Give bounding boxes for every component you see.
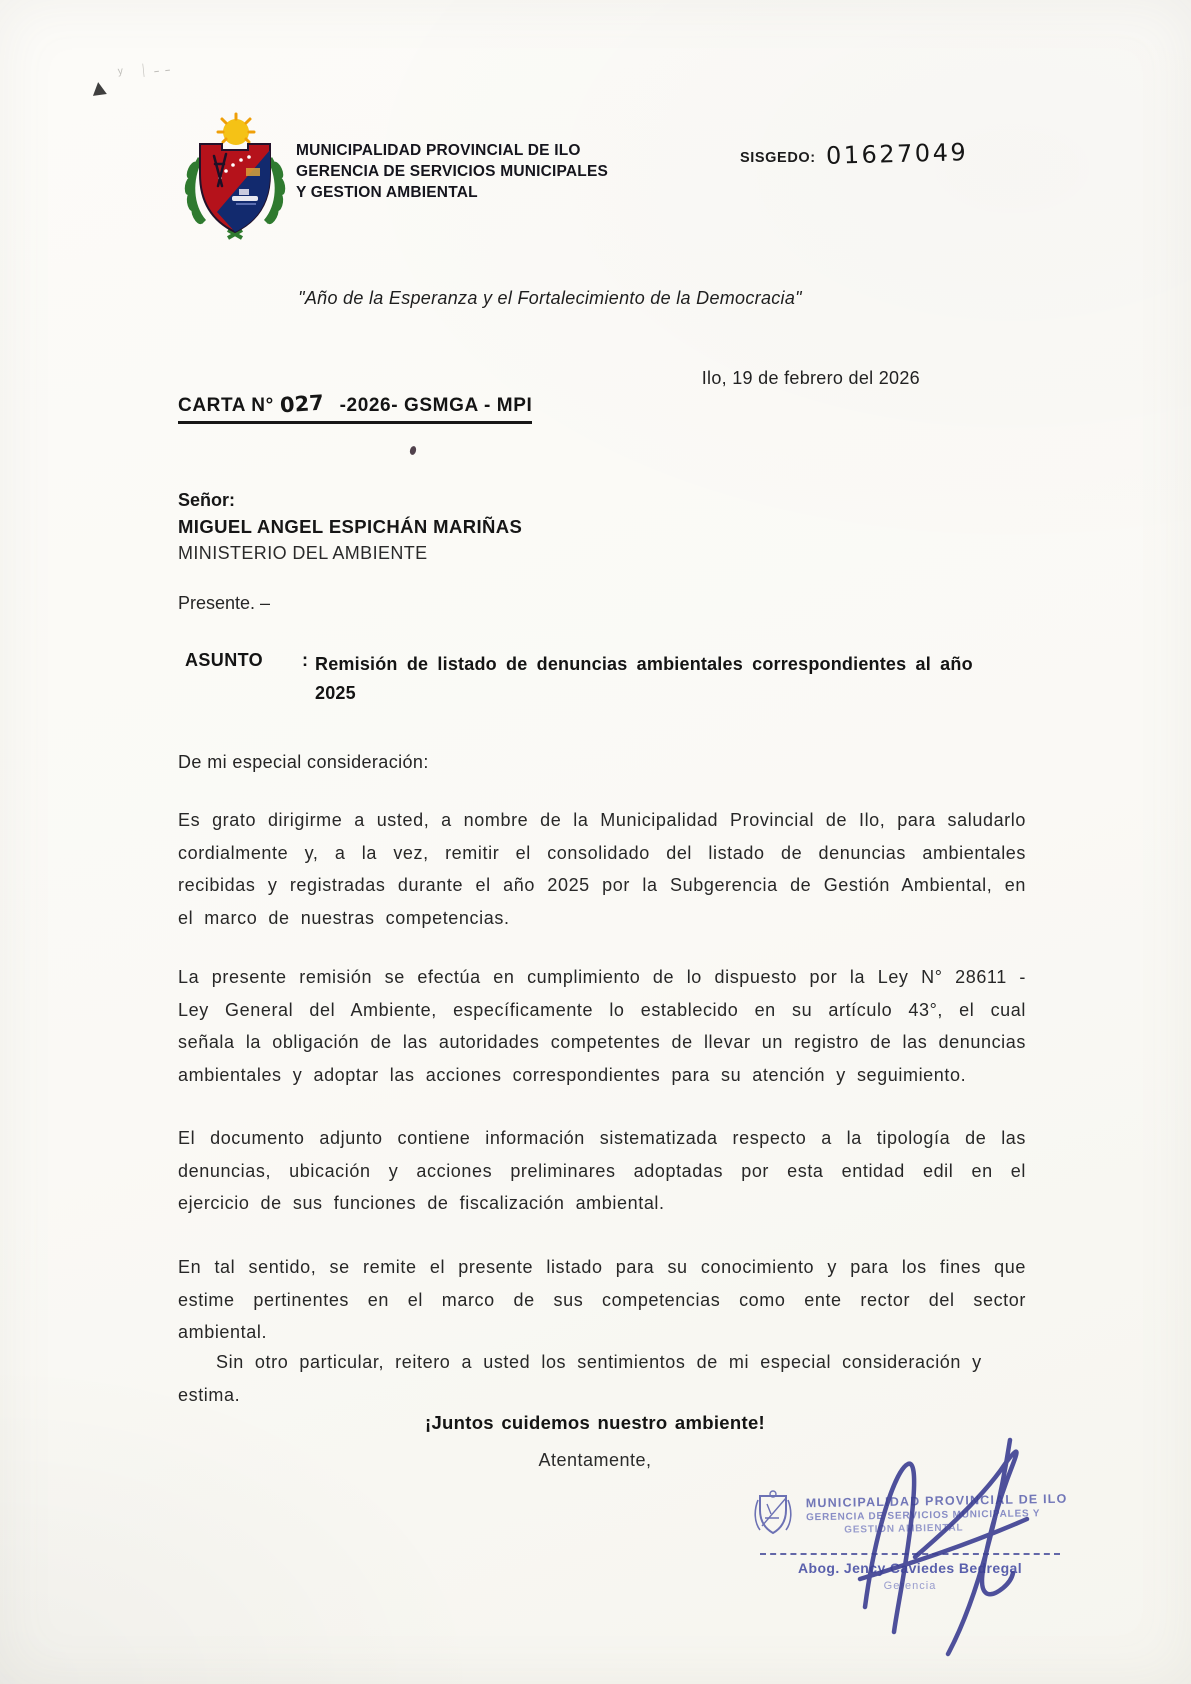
stamp-line1: MUNICIPALIDAD PROVINCIAL DE ILO xyxy=(805,1491,1068,1511)
year-motto: "Año de la Esperanza y el Fortalecimiento de la Democracia" xyxy=(298,288,802,308)
body-paragraph-2: La presente remisión se efectúa en cumplimiento de lo dispuesto por la Ley N° 28611 - Ley General del Ambiente, específicamente lo establecido en su artículo 43°, el cual señala la obligación de las autoridades competentes de llevar un registro de las denuncias ambientales y adoptar las acciones correspondientes para su atención y seguimiento. xyxy=(178,967,1026,1085)
pencil-mark-triangle xyxy=(92,82,106,95)
body-paragraph-1: Es grato dirigirme a usted, a nombre de la Municipalidad Provincial de Ilo, para saludarlo cordialmente y, a la vez, remitir el consolidado del listado de denuncias ambientales recibidas y registradas durante el año 2025 por la Subgerencia de Gestión Ambiental, en el marco de nuestras competencias. xyxy=(178,810,1026,928)
stamp-line3: GESTION AMBIENTAL xyxy=(844,1522,964,1536)
municipal-logo xyxy=(176,112,294,247)
header-org-line3: Y GESTION AMBIENTAL xyxy=(296,184,478,201)
signer-title: Gerencia xyxy=(883,1580,937,1592)
valediction-line: Atentamente, xyxy=(538,1450,652,1470)
header-org-block xyxy=(296,140,608,203)
slogan-line: ¡Juntos cuidemos nuestro ambiente! xyxy=(425,1412,765,1433)
subject-line1: Remisión de listado de denuncias ambientales correspondientes al año xyxy=(315,654,973,674)
closing-sentence: Sin otro particular, reitero a usted los sentimientos de mi especial consideración y estima. xyxy=(178,1352,982,1405)
body-paragraph-4: En tal sentido, se remite el presente listado para su conocimiento y para los fines que estime pertinentes en el marco de sus competencias como ente rector del sector ambiental. xyxy=(178,1257,1026,1342)
body-paragraph-3: El documento adjunto contiene información sistematizada respecto a la tipología de las denuncias, ubicación y acciones preliminares adoptadas por esta entidad edil en el ejercicio de sus funciones de fiscalización ambiental. xyxy=(178,1128,1026,1213)
letter-reference xyxy=(178,392,532,424)
letter-ref-suffix: -2026- GSMGA - MPI xyxy=(339,395,533,416)
sisgedo-number-handwritten: 01627049 xyxy=(825,138,969,170)
handwritten-signature xyxy=(820,1392,1060,1682)
coat-of-arms-icon xyxy=(176,112,294,242)
ink-dot xyxy=(409,445,417,455)
sisgedo-label: SISGEDO: xyxy=(740,150,816,166)
date-line: Ilo, 19 de febrero del 2026 xyxy=(701,368,920,388)
stamp-emblem xyxy=(752,1490,794,1543)
stamp-line2: GERENCIA DE SERVICIOS MUNICIPALES Y xyxy=(805,1508,1041,1524)
subject-line2: 2025 xyxy=(315,683,356,703)
subject-block xyxy=(185,650,1025,708)
presente-line: Presente. – xyxy=(178,593,271,613)
subject-label: ASUNTO xyxy=(185,650,264,670)
signature-ink-icon xyxy=(820,1392,1060,1677)
letter-ref-prefix: CARTA N° xyxy=(178,395,274,416)
pencil-scribble-marks: ʸ ᛁ˗˗ xyxy=(117,59,177,82)
sisgedo-field xyxy=(740,140,968,168)
header-org-line2: GERENCIA DE SERVICIOS MUNICIPALES xyxy=(296,163,609,180)
greeting-line: De mi especial consideración: xyxy=(178,752,429,772)
header-org-line1: MUNICIPALIDAD PROVINCIAL DE ILO xyxy=(296,142,581,159)
stamp-shield-icon xyxy=(752,1490,794,1538)
subject-colon: : xyxy=(302,650,308,670)
recipient-name: MIGUEL ANGEL ESPICHÁN MARIÑAS xyxy=(178,516,523,537)
recipient-organization: MINISTERIO DEL AMBIENTE xyxy=(178,543,428,563)
letter-ref-number-handwritten: 027 xyxy=(278,390,325,418)
signer-name: Abog. Jency Caviedes Bedregal xyxy=(797,1560,1022,1576)
recipient-salutation: Señor: xyxy=(178,490,236,510)
